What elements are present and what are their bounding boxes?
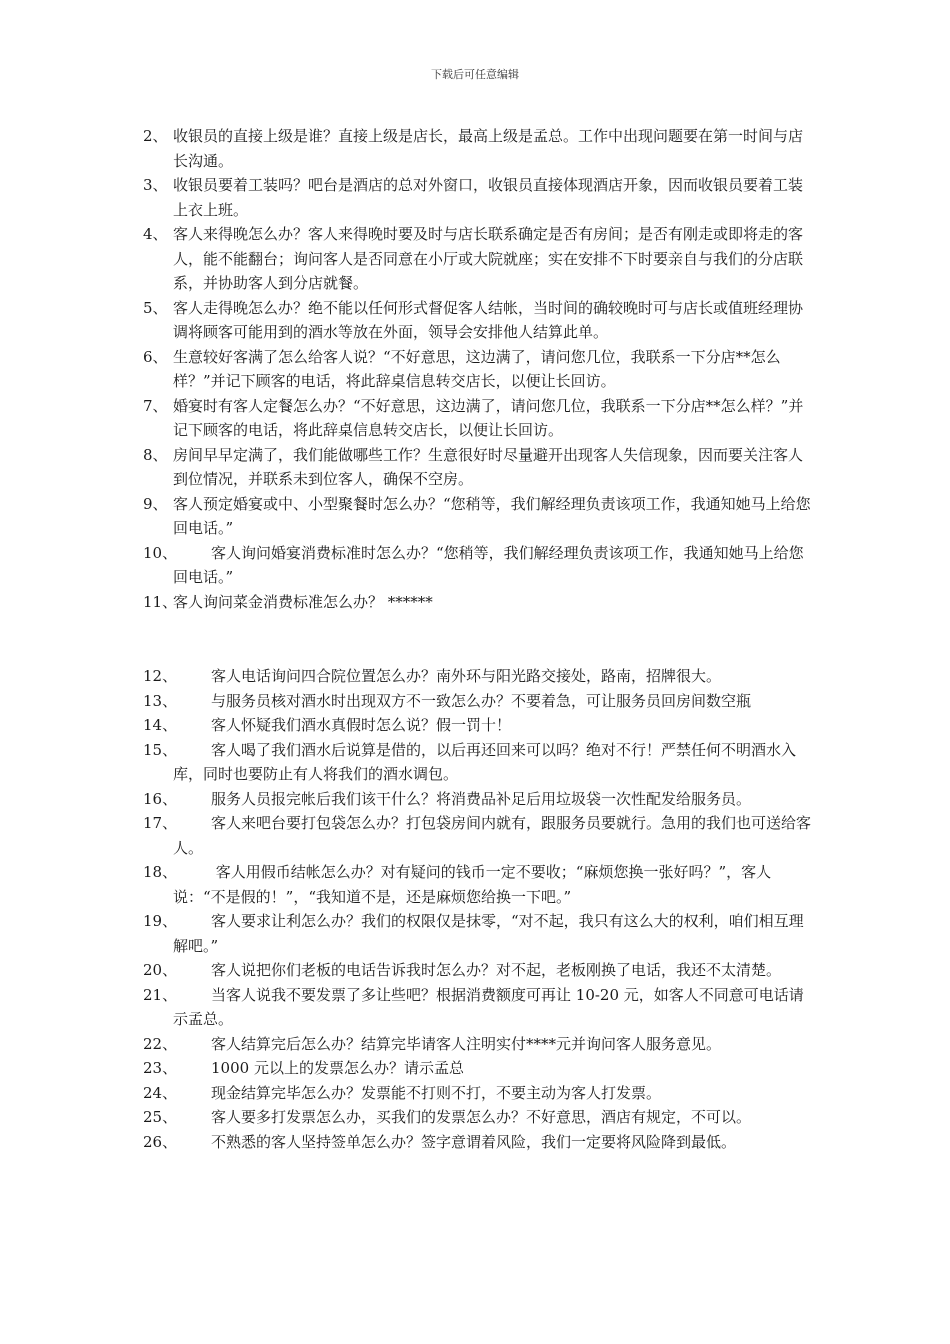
list-item bbox=[143, 590, 815, 615]
item-number: 5、 bbox=[143, 298, 168, 317]
item-number: 8、 bbox=[143, 445, 168, 464]
item-number: 13、 bbox=[143, 691, 178, 710]
item-number: 11、 bbox=[143, 592, 178, 611]
list-item bbox=[143, 124, 815, 173]
item-text: 当客人说我不要发票了多让些吧？根据消费额度可再让 10-20 元，如客人不同意可电话请示孟总。 bbox=[173, 985, 804, 1028]
item-text: 客人电话询问四合院位置怎么办？南外环与阳光路交接处，路南，招牌很大。 bbox=[211, 667, 722, 685]
item-number: 23、 bbox=[143, 1059, 178, 1077]
item-number: 4、 bbox=[143, 225, 168, 243]
item-number: 9、 bbox=[143, 494, 168, 513]
item-number: 3、 bbox=[143, 176, 168, 194]
faq-list-part-2 bbox=[143, 664, 815, 1154]
item-text: 客人怀疑我们酒水真假时怎么说？假一罚十！ bbox=[211, 716, 512, 734]
item-number: 17、 bbox=[143, 814, 178, 832]
item-number: 15、 bbox=[143, 740, 178, 759]
list-item bbox=[143, 222, 815, 296]
list-item bbox=[143, 1032, 815, 1057]
item-text: 现金结算完毕怎么办？发票能不打则不打，不要主动为客人打发票。 bbox=[211, 1083, 662, 1102]
item-number: 20、 bbox=[143, 961, 178, 979]
page-header: 下载后可任意编辑 bbox=[431, 68, 519, 81]
list-item bbox=[143, 1081, 815, 1106]
item-text: 房间早早定满了，我们能做哪些工作？生意很好时尽量避开出现客人失信现象，因而要关注客人到位情况，并联系未到位客人，确保不空房。 bbox=[173, 445, 804, 488]
list-item bbox=[143, 394, 815, 443]
item-number: 18、 bbox=[143, 863, 178, 881]
list-item bbox=[143, 296, 815, 345]
faq-list bbox=[143, 124, 815, 1154]
item-text: 收银员要着工装吗？吧台是酒店的总对外窗口，收银员直接体现酒店开象，因而收银员要着工装上衣上班。 bbox=[173, 176, 804, 219]
list-item bbox=[143, 689, 815, 714]
list-item bbox=[143, 958, 815, 983]
item-number: 12、 bbox=[143, 667, 178, 685]
item-number: 25、 bbox=[143, 1108, 178, 1126]
item-number: 14、 bbox=[143, 716, 178, 734]
item-text: 客人走得晚怎么办？绝不能以任何形式督促客人结帐，当时间的确较晚时可与店长或值班经理协调将顾客可能用到的酒水等放在外面，领导会安排他人结算此单。 bbox=[173, 298, 804, 341]
list-item bbox=[143, 787, 815, 812]
list-item bbox=[143, 345, 815, 394]
item-text: 不熟悉的客人坚持签单怎么办？签字意谓着风险，我们一定要将风险降到最低。 bbox=[211, 1132, 737, 1151]
list-item bbox=[143, 738, 815, 787]
item-text: 收银员的直接上级是谁？直接上级是店长，最高上级是孟总。工作中出现问题要在第一时间与店长沟通。 bbox=[173, 127, 804, 170]
list-item bbox=[143, 492, 815, 541]
list-item bbox=[143, 713, 815, 738]
item-text: 客人喝了我们酒水后说算是借的，以后再还回来可以吗？绝对不行！严禁任何不明酒水入库，同时也要防止有人将我们的酒水调包。 bbox=[173, 740, 797, 783]
list-item bbox=[143, 983, 815, 1032]
item-number: 2、 bbox=[143, 127, 168, 145]
list-item bbox=[143, 1056, 815, 1081]
item-number: 19、 bbox=[143, 912, 178, 930]
item-number: 7、 bbox=[143, 396, 168, 415]
faq-list-part-1 bbox=[143, 124, 815, 614]
item-text: 客人要求让利怎么办？我们的权限仅是抹零，“对不起，我只有这么大的权利，咱们相互理解吧。” bbox=[173, 912, 804, 955]
item-text: 生意较好客满了怎么给客人说？“不好意思，这边满了，请问您几位，我联系一下分店**怎么样？”并记下顾客的电话，将此辞桌信息转交店长，以便让长回访。 bbox=[173, 347, 781, 390]
list-item bbox=[143, 860, 815, 909]
item-number: 24、 bbox=[143, 1083, 178, 1102]
item-text: 客人结算完后怎么办？结算完毕请客人注明实付****元并询问客人服务意见。 bbox=[211, 1034, 722, 1053]
item-number: 16、 bbox=[143, 789, 178, 808]
list-item bbox=[143, 664, 815, 689]
list-item bbox=[143, 909, 815, 958]
list-item bbox=[143, 443, 815, 492]
item-text: 客人说把你们老板的电话告诉我时怎么办？对不起，老板刚换了电话，我还不太清楚。 bbox=[211, 961, 782, 979]
item-number: 6、 bbox=[143, 347, 168, 366]
item-number: 22、 bbox=[143, 1034, 178, 1053]
item-text: 婚宴时有客人定餐怎么办？“不好意思，这边满了，请问您几位，我联系一下分店**怎么样？”并记下顾客的电话，将此辞桌信息转交店长，以便让长回访。 bbox=[173, 396, 804, 439]
item-number: 21、 bbox=[143, 985, 178, 1004]
list-item bbox=[143, 541, 815, 590]
item-text: 客人要多打发票怎么办，买我们的发票怎么办？不好意思，酒店有规定，不可以。 bbox=[211, 1108, 752, 1126]
list-item bbox=[143, 1130, 815, 1155]
item-text: 服务人员报完帐后我们该干什么？将消费品补足后用垃圾袋一次性配发给服务员。 bbox=[211, 789, 752, 808]
list-item bbox=[143, 1105, 815, 1130]
item-text: 客人来得晚怎么办？客人来得晚时要及时与店长联系确定是否有房间；是否有刚走或即将走的客人，能不能翻台；询问客人是否同意在小厅或大院就座；实在安排不下时要亲自与我们的分店联系，并协助客人到分店就餐。 bbox=[173, 225, 804, 292]
item-text: 客人预定婚宴或中、小型聚餐时怎么办？“您稍等，我们解经理负责该项工作，我通知她马上给您回电话。” bbox=[173, 494, 811, 537]
item-number: 26、 bbox=[143, 1132, 178, 1151]
item-text: 1000 元以上的发票怎么办？请示孟总 bbox=[211, 1059, 464, 1077]
list-item bbox=[143, 173, 815, 222]
item-text: 客人来吧台要打包袋怎么办？打包袋房间内就有，跟服务员要就行。急用的我们也可送给客人。 bbox=[173, 814, 812, 857]
item-text: 客人询问菜金消费标准怎么办？ ****** bbox=[173, 592, 433, 611]
blank-gap bbox=[143, 614, 815, 664]
list-item bbox=[143, 811, 815, 860]
item-number: 10、 bbox=[143, 543, 178, 562]
item-text: 与服务员核对酒水时出现双方不一致怎么办？不要着急，可让服务员回房间数空瓶 bbox=[211, 691, 752, 710]
item-text: 客人询问婚宴消费标准时怎么办？“您稍等，我们解经理负责该项工作，我通知她马上给您回电话。” bbox=[173, 543, 804, 586]
item-text: 客人用假币结帐怎么办？对有疑问的钱币一定不要收；“麻烦您换一张好吗？”，客人说：“不是假的！”，“我知道不是，还是麻烦您给换一下吧。” bbox=[173, 863, 772, 906]
